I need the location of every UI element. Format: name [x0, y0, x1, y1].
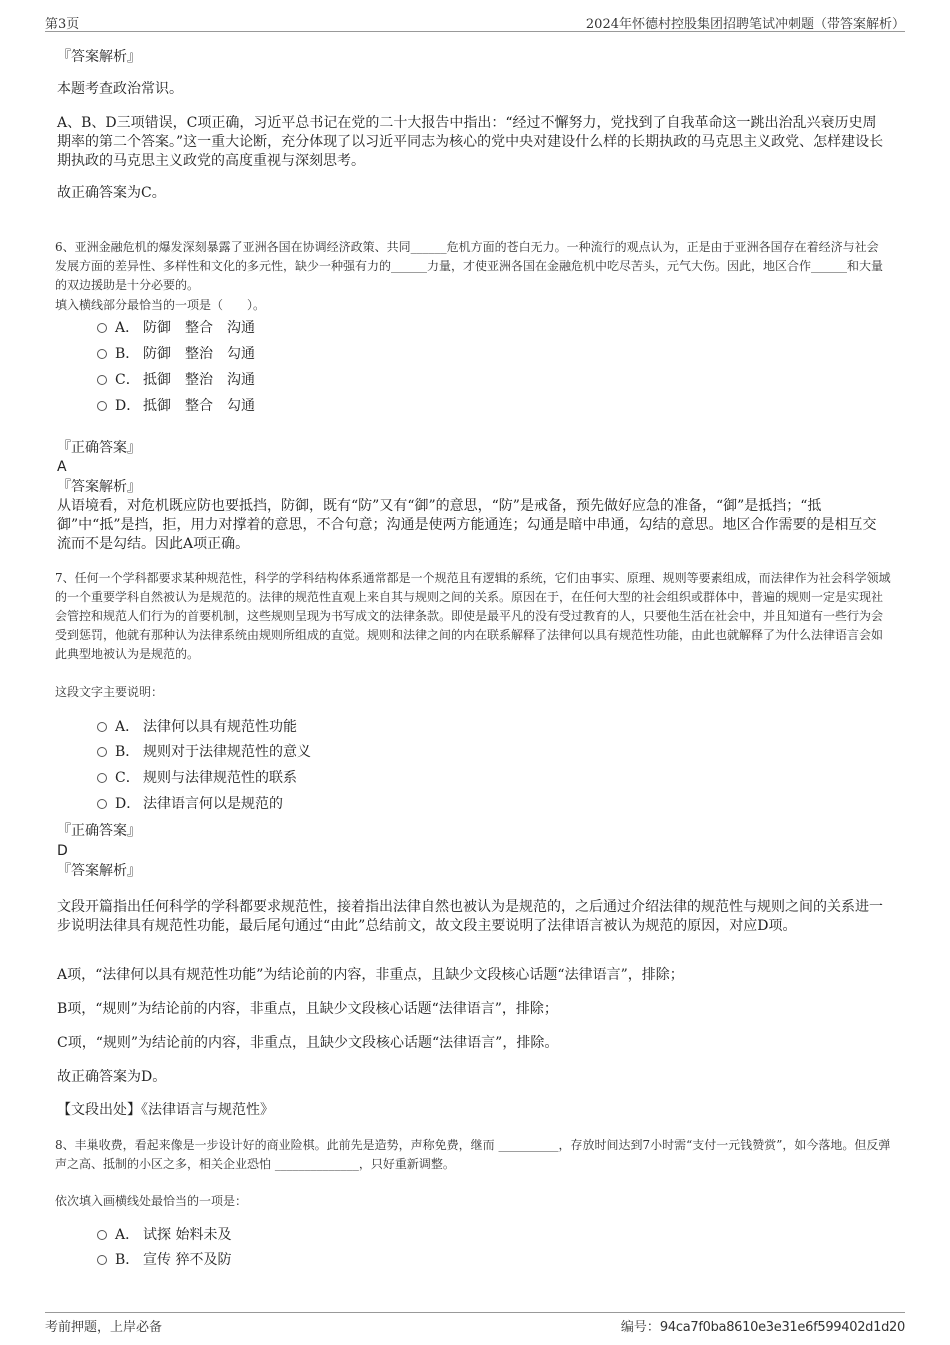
q8-prompt: 依次填入画横线处最恰当的一项是： — [55, 1194, 248, 1208]
radio-icon[interactable] — [97, 349, 107, 359]
document-code: 编号：94ca7f0ba8610e3e31e6f599402d1d20 — [620, 1320, 905, 1335]
footer-slogan: 考前押题，上岸必备 — [45, 1320, 163, 1335]
page-footer — [45, 1312, 905, 1335]
q7-analysis-p5: 故正确答案为D。 — [57, 1069, 167, 1085]
q7-analysis-label: 『答案解析』 — [57, 863, 141, 879]
q7-option-a[interactable]: A． 法律何以具有规范性功能 — [97, 717, 297, 737]
q7-analysis-p3: B项，“规则”为结论前的内容，非重点，且缺少文段核心话题“法律语言”，排除； — [57, 1001, 558, 1017]
q6-analysis: 从语境看，对危机既应防也要抵挡，防御，既有“防”又有“御”的意思，“防”是戒备，预先做好应急的准备，“御”是抵挡；“抵御”中“抵”是挡，拒，用力对撑着的意思，不合句意；沟通是使两方能通连；勾通是暗中串通，勾结的意思。地区合作需要的是相互交流而不是勾结。因此A项正确。 — [57, 498, 877, 552]
radio-icon[interactable] — [97, 722, 107, 732]
radio-icon[interactable] — [97, 1255, 107, 1265]
q7-source: 【文段出处】《法律语言与规范性》 — [57, 1102, 274, 1118]
document-title: 2024年怀德村控股集团招聘笔试冲刺题（带答案解析） — [585, 17, 905, 32]
q7-analysis-p2: A项，“法律何以具有规范性功能”为结论前的内容，非重点，且缺少文段核心话题“法律语言”，排除； — [57, 967, 684, 983]
radio-icon[interactable] — [97, 747, 107, 757]
q5-analysis-p1: 本题考查政治常识。 — [57, 81, 183, 97]
q6-option-d[interactable]: D． 抵御 整合 勾通 — [97, 396, 255, 416]
q7-answer: D — [57, 843, 68, 859]
q5-analysis-p2: A、B、D三项错误，C项正确，习近平总书记在党的二十大报告中指出：“经过不懈努力，党找到了自我革命这一跳出治乱兴衰历史周期率的第二个答案。”这一重大论断，充分体现了以习近平同志为核心的党中央对建设什么样的长期执政的马克思主义政党、怎样建设长期执政的马克思主义政党的高度重视与深刻思考。 — [57, 115, 884, 169]
radio-icon[interactable] — [97, 799, 107, 809]
q7-analysis-p4: C项，“规则”为结论前的内容，非重点，且缺少文段核心话题“法律语言”，排除。 — [57, 1035, 559, 1051]
q7-answer-label: 『正确答案』 — [57, 823, 141, 839]
radio-icon[interactable] — [97, 1230, 107, 1240]
page-header — [45, 13, 905, 32]
radio-icon[interactable] — [97, 773, 107, 783]
q6-option-b[interactable]: B． 防御 整治 勾通 — [97, 344, 255, 364]
q7-analysis-p1: 文段开篇指出任何科学的学科都要求规范性，接着指出法律自然也被认为是规范的，之后通过介绍法律的规范性与规则之间的关系进一步说明法律具有规范性功能，最后尾句通过“由此”总结前文，故文段主要说明了法律语言被认为规范的原因，对应D项。 — [57, 899, 883, 934]
q6-answer-label: 『正确答案』 — [57, 440, 141, 456]
q8-stem: 8、丰巢收费，看起来像是一步设计好的商业险棋。此前先是造势，声称免费，继而 __________，存放时间达到7小时需“支付一元钱赞赏”，如今落地。但反弹声之高、抵制的小区之多，相关企业恐怕 ______________，只好重新调整。 — [55, 1138, 891, 1171]
radio-icon[interactable] — [97, 323, 107, 333]
q6-answer: A — [57, 459, 67, 475]
q6-option-c[interactable]: C． 抵御 整治 沟通 — [97, 370, 255, 390]
q5-analysis-label: 『答案解析』 — [57, 49, 141, 65]
radio-icon[interactable] — [97, 375, 107, 385]
q6-prompt: 填入横线部分最恰当的一项是（ ）。 — [55, 298, 266, 312]
q7-stem: 7、任何一个学科都要求某种规范性，科学的学科结构体系通常都是一个规范且有逻辑的系统，它们由事实、原理、规则等要素组成，而法律作为社会科学领域的一个重要学科自然被认为是规范的。法律的规范性直观上来自其与规则之间的关系。原因在于，在任何大型的社会组织或群体中，普遍的规则一定是实现社会管控和规范人们行为的首要机制，这些规则呈现为书写成文的法律条款。即使是最平凡的没有受过教育的人，只要他生活在社会中，并且知道有一些行为会受到惩罚，他就有那种认为法律系统由规则所组成的直觉。规则和法律之间的内在联系解释了法律何以具有规范性功能，由此也就解释了为什么法律语言会如此典型地被认为是规范的。 — [55, 571, 891, 661]
q6-option-a[interactable]: A． 防御 整合 沟通 — [97, 318, 255, 338]
radio-icon[interactable] — [97, 401, 107, 411]
q6-analysis-label: 『答案解析』 — [57, 479, 141, 495]
q5-analysis-p3: 故正确答案为C。 — [57, 185, 166, 201]
q7-option-c[interactable]: C． 规则与法律规范性的联系 — [97, 768, 297, 788]
q7-option-d[interactable]: D． 法律语言何以是规范的 — [97, 794, 283, 814]
page-number: 第3页 — [45, 17, 80, 32]
q8-option-a[interactable]: A． 试探 始料未及 — [97, 1225, 231, 1245]
q8-option-b[interactable]: B． 宣传 猝不及防 — [97, 1250, 231, 1270]
q7-option-b[interactable]: B． 规则对于法律规范性的意义 — [97, 742, 311, 762]
q7-prompt: 这段文字主要说明： — [55, 685, 164, 699]
q6-stem: 6、亚洲金融危机的爆发深刻暴露了亚洲各国在协调经济政策、共同______危机方面的苍白无力。一种流行的观点认为，正是由于亚洲各国存在着经济与社会发展方面的差异性、多样性和文化的多元性，缺少一种强有力的______力量，才使亚洲各国在金融危机中吃尽苦头，元气大伤。因此，地区合作______和大量的双边援助是十分必要的。 — [55, 240, 884, 292]
